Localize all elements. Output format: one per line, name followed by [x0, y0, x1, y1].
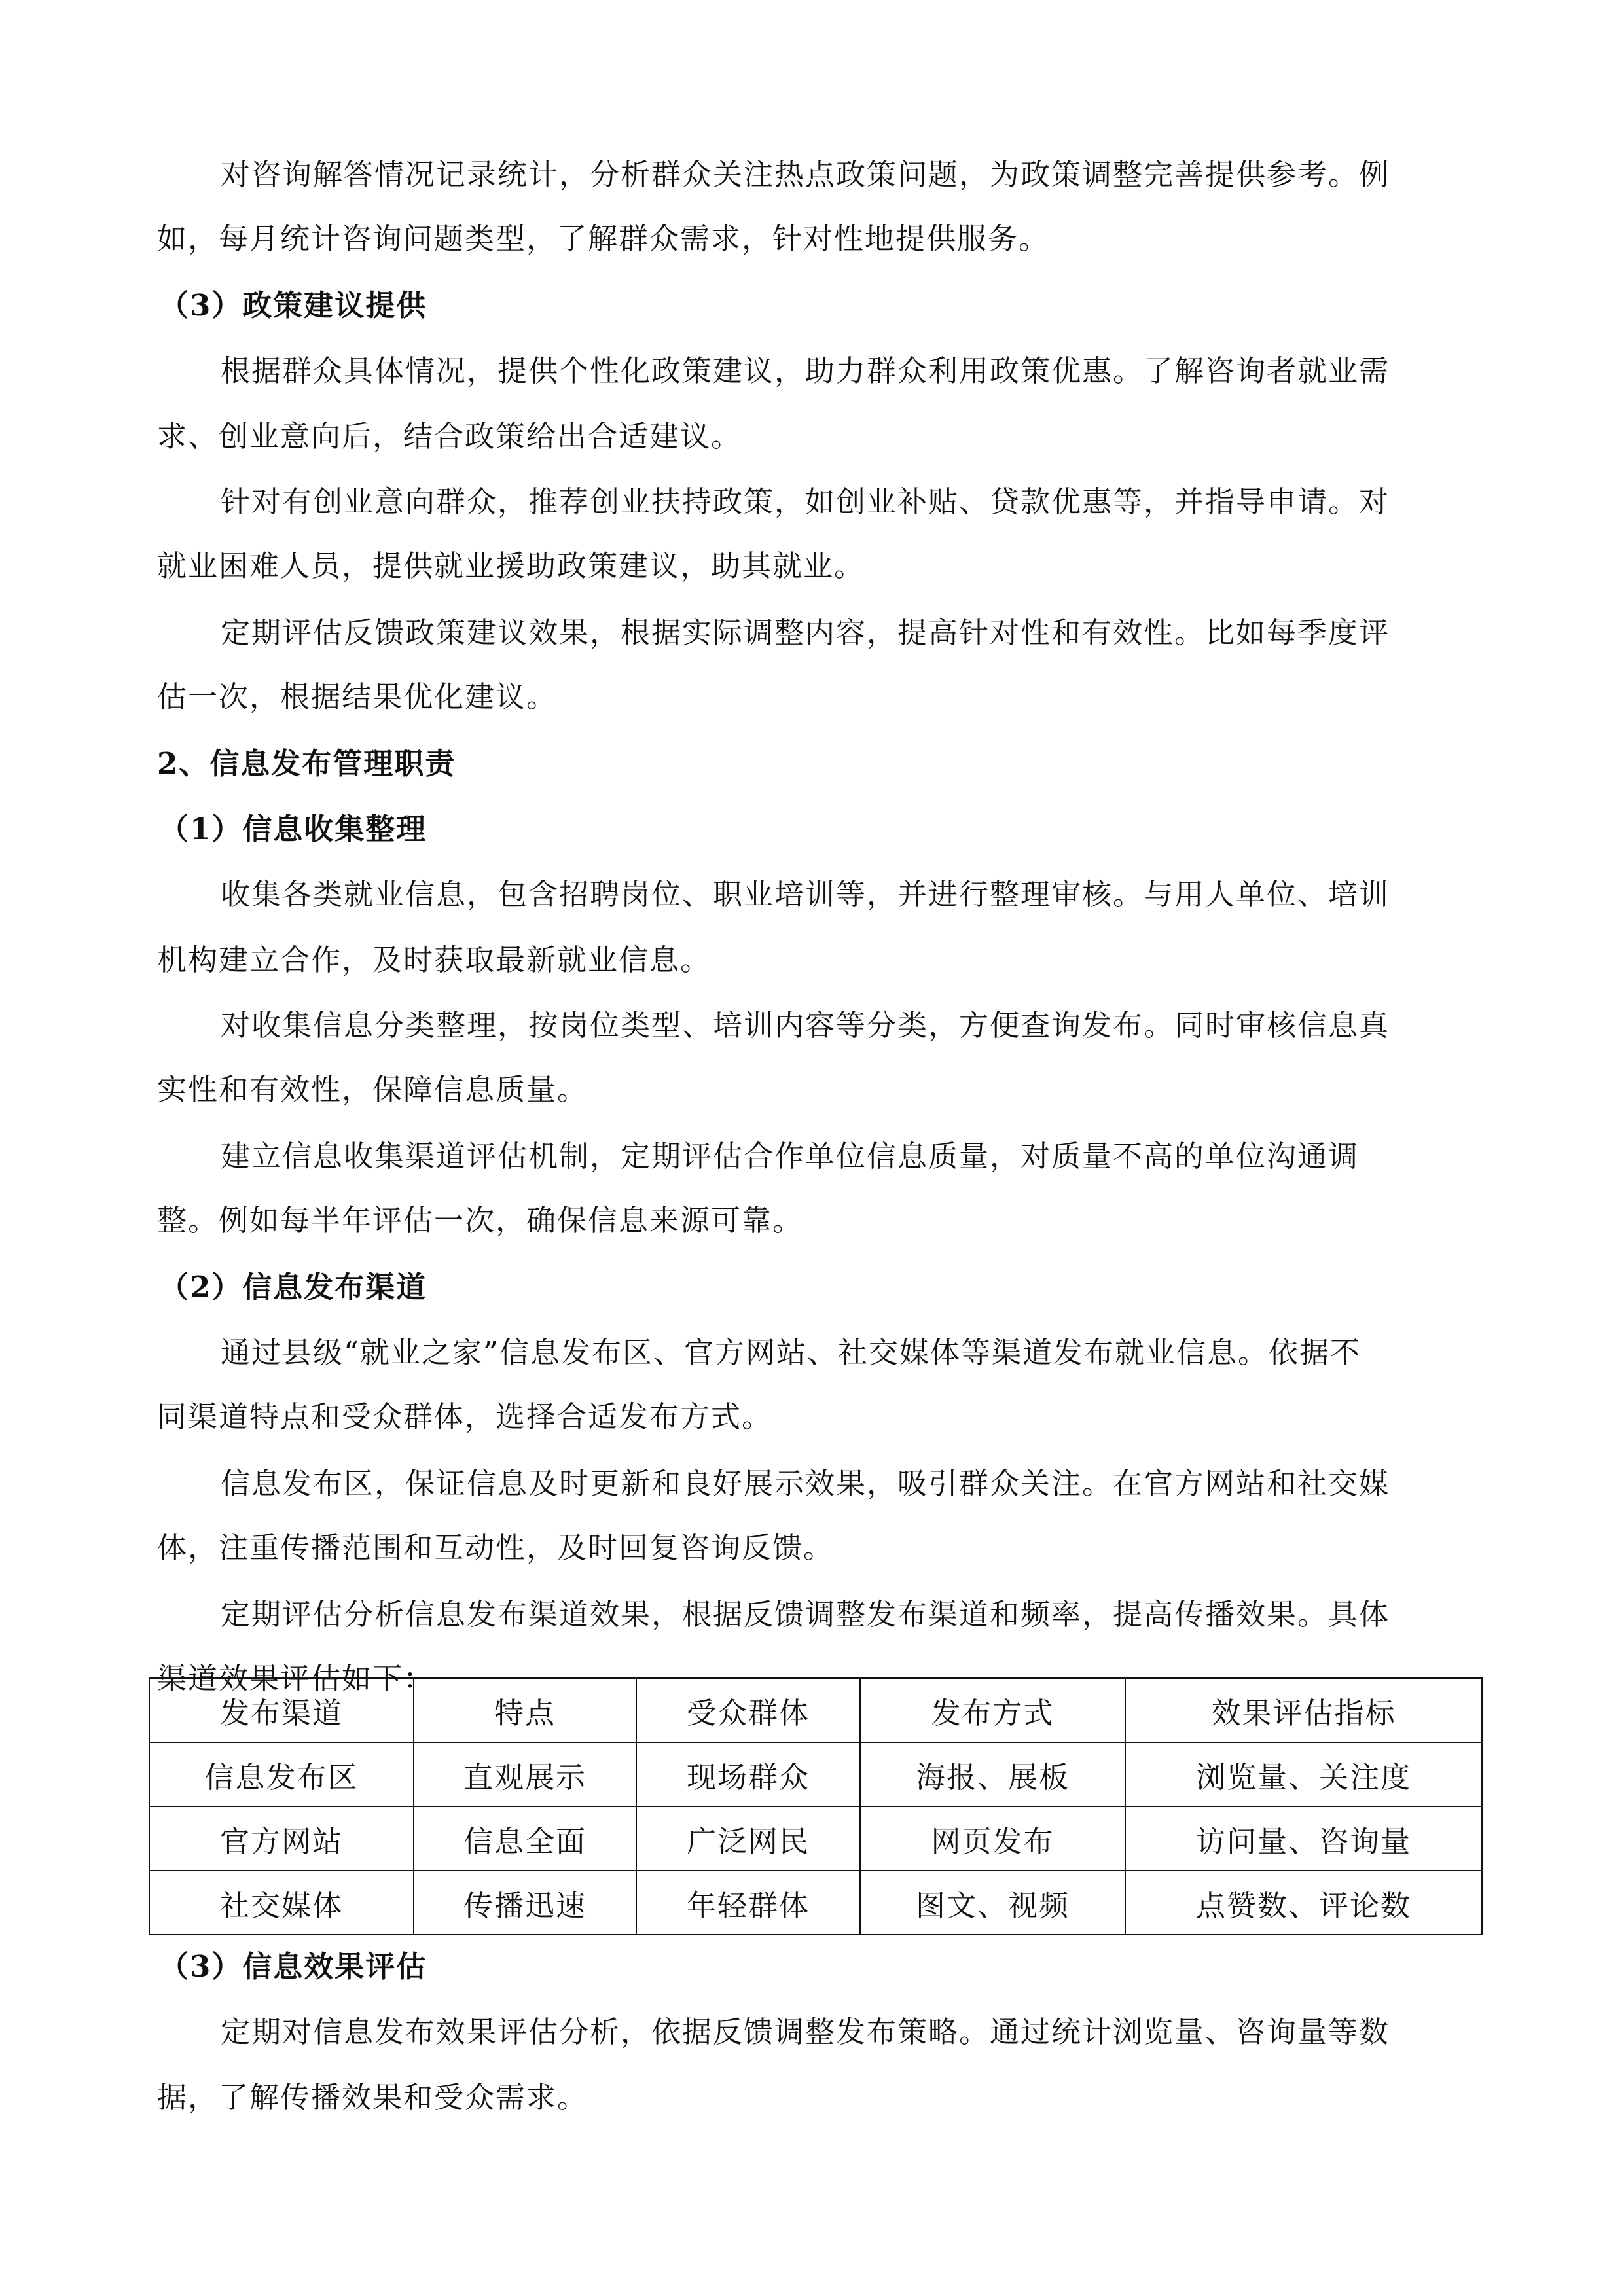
paragraph-line: 根据群众具体情况，提供个性化政策建议，助力群众利用政策优惠。了解咨询者就业需 [221, 353, 1390, 388]
table-header-cell: 发布方式 [860, 1678, 1125, 1742]
table-cell: 官方网站 [149, 1806, 414, 1871]
channel-evaluation-table [149, 1677, 1483, 1935]
paragraph-line: 渠道效果评估如下： [157, 1661, 435, 1696]
paragraph-line: 信息发布区，保证信息及时更新和良好展示效果，吸引群众关注。在官方网站和社交媒 [221, 1466, 1390, 1501]
paragraph-line: 建立信息收集渠道评估机制，定期评估合作单位信息质量，对质量不高的单位沟通调 [221, 1139, 1360, 1174]
paragraph-line: 定期评估分析信息发布渠道效果，根据反馈调整发布渠道和频率，提高传播效果。具体 [221, 1597, 1390, 1632]
table-cell: 信息发布区 [149, 1742, 414, 1806]
table-row [149, 1742, 1482, 1806]
table-header-cell: 效果评估指标 [1125, 1678, 1482, 1742]
table-cell: 网页发布 [860, 1806, 1125, 1871]
paragraph-line: 同渠道特点和受众群体，选择合适发布方式。 [157, 1399, 773, 1434]
paragraph-line: 通过县级“就业之家”信息发布区、官方网站、社交媒体等渠道发布就业信息。依据不 [221, 1335, 1362, 1370]
paragraph-line: 就业困难人员，提供就业援助政策建议，助其就业。 [157, 548, 865, 583]
table-header-row [149, 1678, 1482, 1742]
table-cell: 信息全面 [414, 1806, 636, 1871]
section-heading: （3）政策建议提供 [159, 288, 427, 323]
paragraph-line: 求、创业意向后，结合政策给出合适建议。 [157, 419, 742, 454]
section-heading: （3）信息效果评估 [159, 1949, 427, 1984]
paragraph-line: 对收集信息分类整理，按岗位类型、培训内容等分类，方便查询发布。同时审核信息真 [221, 1008, 1390, 1043]
table-cell: 直观展示 [414, 1742, 636, 1806]
table-header-cell: 受众群体 [636, 1678, 860, 1742]
paragraph-line: 整。例如每半年评估一次，确保信息来源可靠。 [157, 1203, 804, 1238]
paragraph-line: 定期对信息发布效果评估分析，依据反馈调整发布策略。通过统计浏览量、咨询量等数 [221, 2015, 1390, 2049]
table-cell: 点赞数、评论数 [1125, 1871, 1482, 1935]
table-header-cell: 特点 [414, 1678, 636, 1742]
section-heading: （2）信息发布渠道 [159, 1270, 427, 1304]
section-heading: （1）信息收集整理 [159, 812, 427, 846]
table-row [149, 1871, 1482, 1935]
paragraph-line: 实性和有效性，保障信息质量。 [157, 1072, 588, 1107]
paragraph-line: 估一次，根据结果优化建议。 [157, 679, 558, 714]
table-row [149, 1806, 1482, 1871]
table-cell: 访问量、咨询量 [1125, 1806, 1482, 1871]
paragraph-line: 针对有创业意向群众，推荐创业扶持政策，如创业补贴、贷款优惠等，并指导申请。对 [221, 484, 1390, 519]
table-cell: 社交媒体 [149, 1871, 414, 1935]
paragraph-line: 如，每月统计咨询问题类型，了解群众需求，针对性地提供服务。 [157, 221, 1050, 256]
table-cell: 现场群众 [636, 1742, 860, 1806]
section-heading: 2、信息发布管理职责 [157, 746, 456, 781]
table-header-cell: 发布渠道 [149, 1678, 414, 1742]
paragraph-line: 收集各类就业信息，包含招聘岗位、职业培训等，并进行整理审核。与用人单位、培训 [221, 877, 1390, 912]
paragraph-line: 据，了解传播效果和受众需求。 [157, 2080, 588, 2115]
table-cell: 图文、视频 [860, 1871, 1125, 1935]
table-cell: 广泛网民 [636, 1806, 860, 1871]
paragraph-line: 机构建立合作，及时获取最新就业信息。 [157, 942, 712, 977]
paragraph-line: 体，注重传播范围和互动性，及时回复咨询反馈。 [157, 1530, 835, 1565]
table-cell: 海报、展板 [860, 1742, 1125, 1806]
paragraph-line: 定期评估反馈政策建议效果，根据实际调整内容，提高针对性和有效性。比如每季度评 [221, 615, 1390, 650]
table-cell: 传播迅速 [414, 1871, 636, 1935]
paragraph-line: 对咨询解答情况记录统计，分析群众关注热点政策问题，为政策调整完善提供参考。例 [221, 157, 1390, 192]
table-cell: 年轻群体 [636, 1871, 860, 1935]
table-cell: 浏览量、关注度 [1125, 1742, 1482, 1806]
